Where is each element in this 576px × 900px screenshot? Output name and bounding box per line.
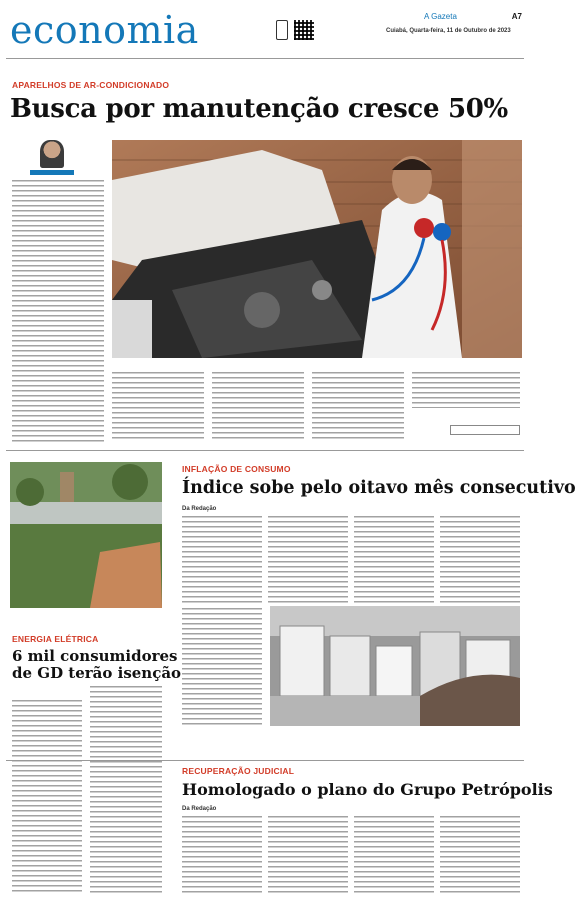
story3-headline-line2: de GD terão isenção: [12, 664, 182, 682]
section-title: economia: [10, 8, 199, 52]
lead-photo: [112, 140, 522, 358]
masthead: [6, 6, 524, 54]
story4-text-column-1: [182, 816, 262, 894]
lead-headline: Busca por manutenção cresce 50%: [10, 94, 508, 124]
story3-headline: [12, 648, 181, 682]
story3-text-column-1: [12, 700, 82, 894]
lead-kicker: APARELHOS DE AR-CONDICIONADO: [12, 80, 170, 90]
story4-byline: Da Redação: [182, 806, 217, 812]
story2-text-column-5: [182, 608, 262, 726]
story2-text-column-4: [440, 516, 520, 604]
story4-text-column-4: [440, 816, 520, 894]
author-tag: [30, 170, 74, 175]
dateline: Cuiabá, Quarta-feira, 11 de Outubro de 2023: [386, 28, 511, 34]
lead-text-column-4: [312, 372, 404, 442]
aside-photo: [10, 462, 162, 608]
story3-kicker: ENERGIA ELÉTRICA: [12, 634, 99, 644]
story4-headline: Homologado o plano do Grupo Petrópolis: [182, 780, 553, 799]
page-number: A7: [511, 12, 522, 21]
story2-byline: Da Redação: [182, 506, 217, 512]
story4-text-column-2: [268, 816, 348, 894]
story2-text-column-3: [354, 516, 434, 604]
story2-headline: Índice sobe pelo oitavo mês consecutivo: [182, 478, 576, 498]
lead-qr-box: [450, 425, 520, 435]
masthead-rule: [6, 58, 524, 59]
brand-logo: A Gazeta: [424, 12, 457, 21]
author-avatar: [40, 140, 64, 168]
section-rule-1: [6, 450, 524, 451]
lead-text-column-3: [212, 372, 304, 442]
lead-text-column-2: [112, 372, 204, 442]
story2-text-column-1: [182, 516, 262, 604]
story2-text-column-2: [268, 516, 348, 604]
lead-text-column-5: [412, 372, 520, 408]
story3-text-column-2: [90, 686, 162, 894]
story2-kicker: INFLAÇÃO DE CONSUMO: [182, 464, 291, 474]
appliances-photo: [270, 606, 520, 726]
lead-text-column-1: [12, 180, 104, 442]
qr-code-icon: [294, 20, 314, 40]
story4-kicker: RECUPERAÇÃO JUDICIAL: [182, 766, 295, 776]
story3-headline-line1: 6 mil consumidores: [12, 647, 178, 665]
story4-text-column-3: [354, 816, 434, 894]
phone-icon: [276, 20, 288, 40]
section-rule-2: [6, 760, 524, 761]
